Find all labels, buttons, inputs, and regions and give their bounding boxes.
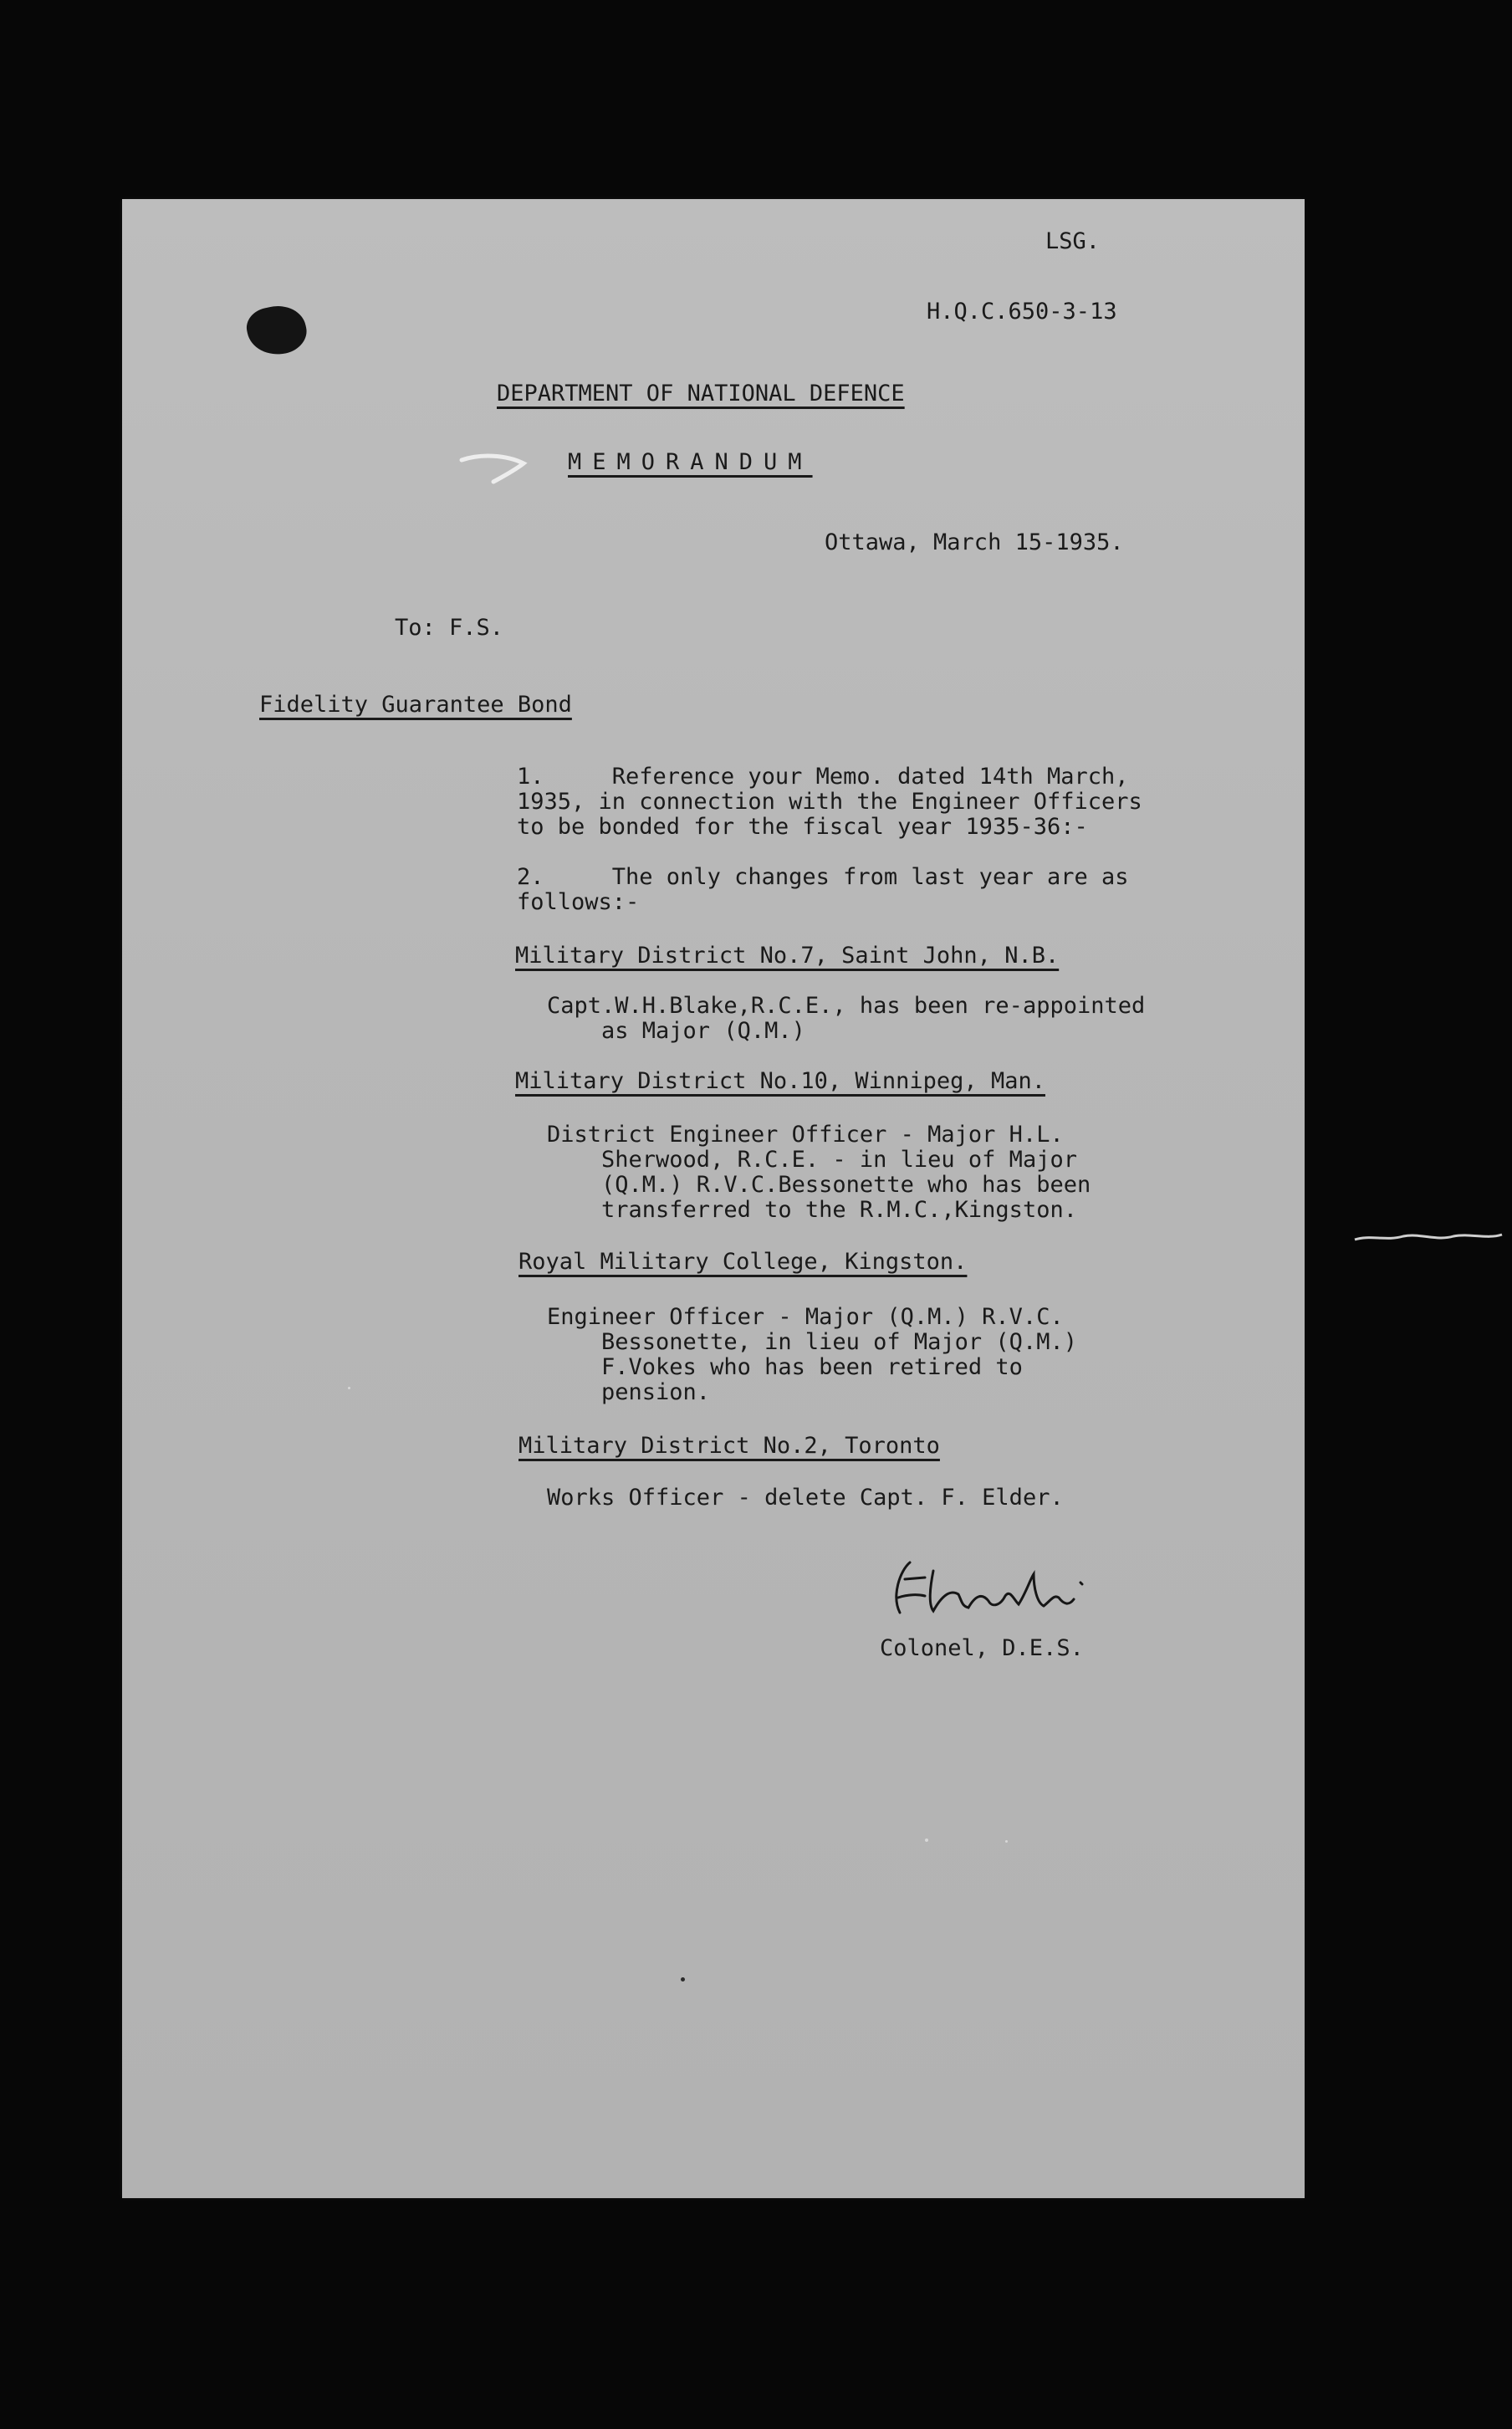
- section-rmc-line-2: Bessonette, in lieu of Major (Q.M.): [547, 1329, 1077, 1355]
- section-md7-line-1: Capt.W.H.Blake,R.C.E., has been re-appointed: [547, 993, 1146, 1019]
- paper-speck: [681, 1977, 685, 1982]
- section-heading-md7: Military District No.7, Saint John, N.B.: [515, 943, 1060, 969]
- paper-speck: [925, 1838, 928, 1842]
- section-md10-line-4: transferred to the R.M.C.,Kingston.: [547, 1197, 1077, 1223]
- section-md10-line-3: (Q.M.) R.V.C.Bessonette who has been: [547, 1172, 1091, 1198]
- section-md7-line-2: as Major (Q.M.): [547, 1018, 805, 1044]
- section-rmc-line-4: pension.: [547, 1379, 711, 1405]
- paragraph-1-line-1: 1. Reference your Memo. dated 14th March,: [517, 764, 1129, 790]
- handwritten-tick-mark: [457, 452, 532, 485]
- memo-sheet: [122, 199, 1305, 2198]
- paragraph-2-line-1: 2. The only changes from last year are as: [517, 864, 1129, 890]
- section-md2-line-1: Works Officer - delete Capt. F. Elder.: [547, 1485, 1064, 1511]
- department-heading: DEPARTMENT OF NATIONAL DEFENCE: [497, 381, 905, 407]
- section-heading-md2: Military District No.2, Toronto: [518, 1433, 940, 1459]
- section-heading-md10: Military District No.10, Winnipeg, Man.: [515, 1068, 1045, 1094]
- section-heading-rmc: Royal Military College, Kingston.: [518, 1249, 968, 1275]
- section-md10-line-1: District Engineer Officer - Major H.L.: [547, 1122, 1064, 1148]
- section-rmc-line-3: F.Vokes who has been retired to: [547, 1354, 1023, 1380]
- paragraph-1-line-2: 1935, in connection with the Engineer Officers: [517, 789, 1142, 815]
- handwritten-signature: [875, 1546, 1126, 1629]
- subject-line: Fidelity Guarantee Bond: [259, 692, 572, 718]
- paragraph-2-line-2: follows:-: [517, 889, 640, 915]
- file-number: H.Q.C.650-3-13: [927, 299, 1117, 325]
- paper-speck: [1005, 1840, 1008, 1843]
- scan-edge-mark: [1353, 1230, 1504, 1246]
- signatory-title: Colonel, D.E.S.: [880, 1635, 1084, 1661]
- memorandum-title: MEMORANDUM: [568, 449, 813, 475]
- section-md10-line-2: Sherwood, R.C.E. - in lieu of Major: [547, 1147, 1077, 1173]
- ink-blot: [243, 300, 311, 360]
- to-line: To: F.S.: [395, 615, 504, 641]
- date-line: Ottawa, March 15-1935.: [825, 529, 1124, 555]
- section-rmc-line-1: Engineer Officer - Major (Q.M.) R.V.C.: [547, 1304, 1064, 1330]
- reference-code: LSG.: [1045, 228, 1101, 254]
- paper-speck: [348, 1387, 350, 1389]
- paragraph-1-line-3: to be bonded for the fiscal year 1935-36:-: [517, 814, 1088, 840]
